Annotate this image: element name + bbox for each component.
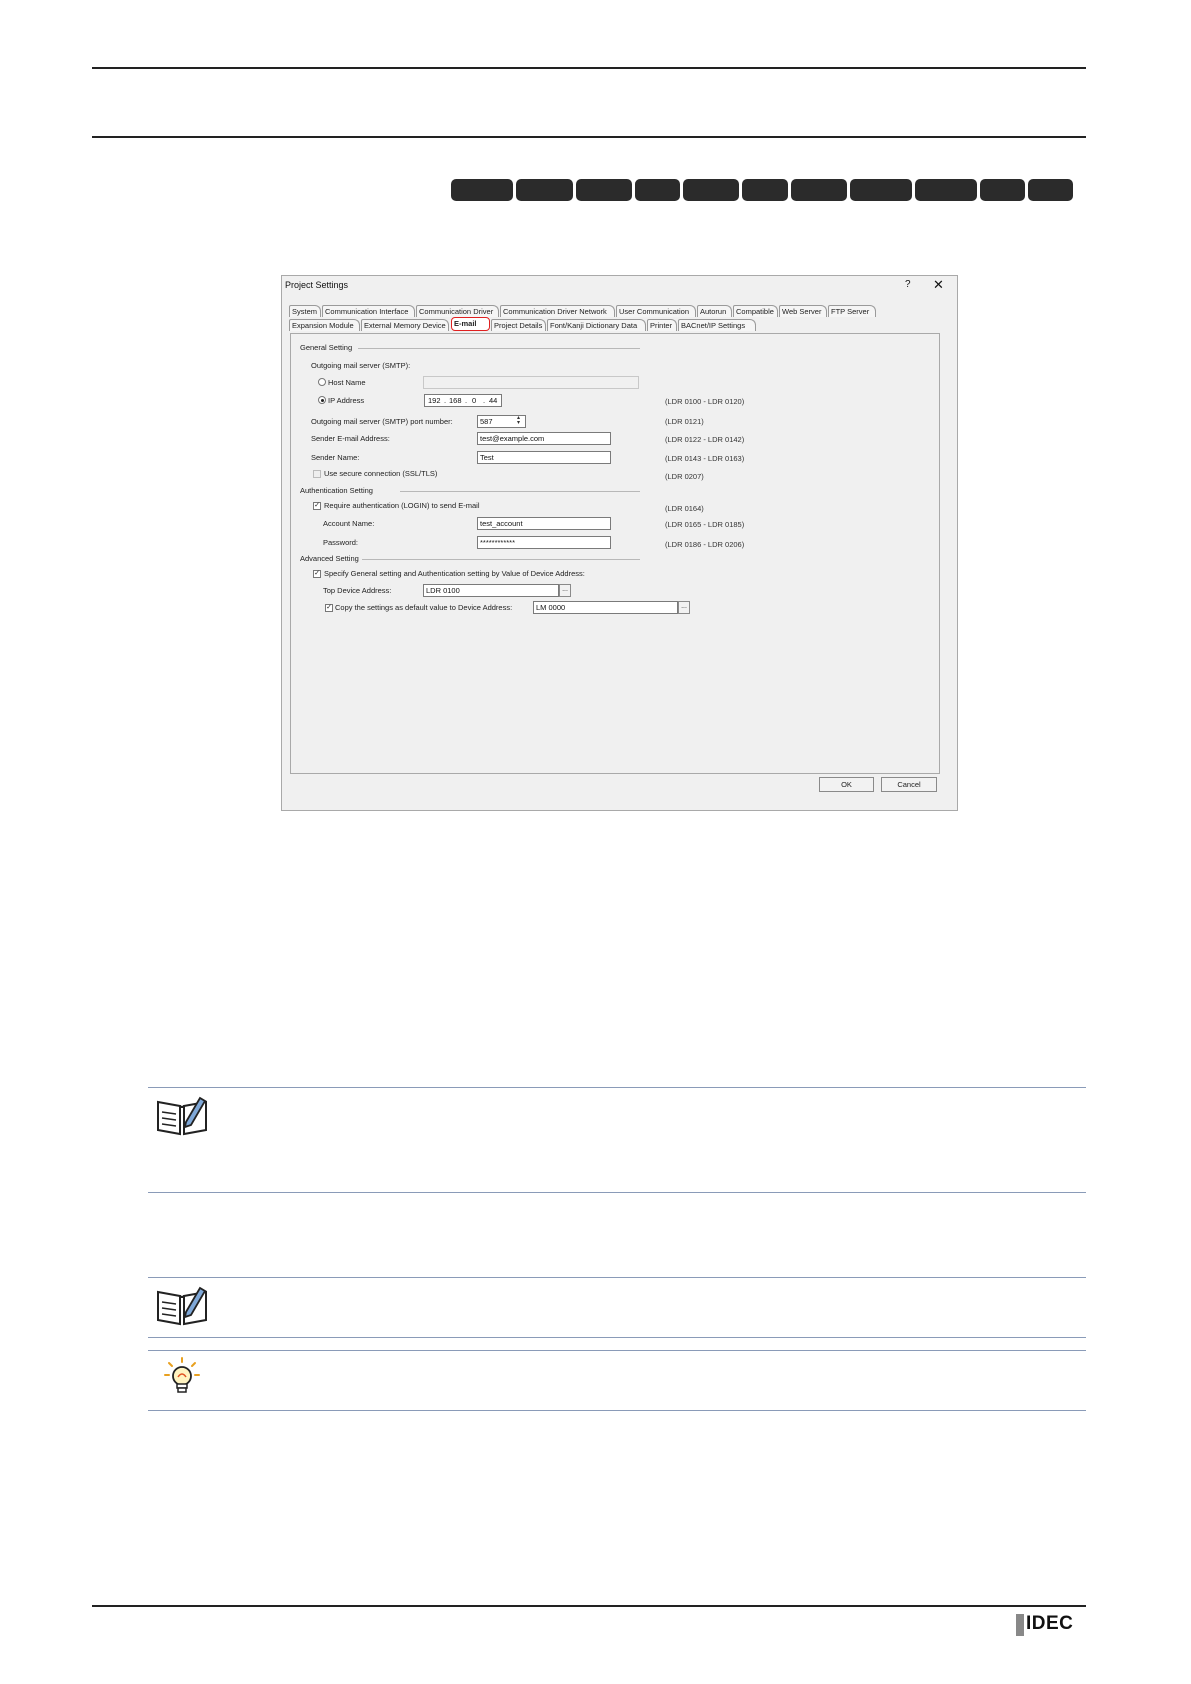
- password-input[interactable]: ************: [477, 536, 611, 549]
- header-top-rule: [92, 67, 1086, 69]
- note-icon: [156, 1094, 208, 1136]
- top-device-address-input[interactable]: LDR 0100: [423, 584, 559, 597]
- ok-button[interactable]: OK: [819, 777, 874, 792]
- group-divider: [362, 559, 640, 560]
- ip-address-label: IP Address: [328, 396, 365, 405]
- model-badge: [576, 179, 632, 201]
- ip-octet-2: 168: [449, 396, 462, 405]
- smtp-label: Outgoing mail server (SMTP):: [311, 361, 411, 370]
- tab-autorun[interactable]: Autorun: [697, 305, 732, 317]
- ip-octet-1: 192: [428, 396, 441, 405]
- ip-dot: .: [465, 396, 468, 405]
- tab-project-details[interactable]: Project Details: [491, 319, 546, 331]
- tab-web-server[interactable]: Web Server: [779, 305, 827, 317]
- tab-user-communication[interactable]: User Communication: [616, 305, 696, 317]
- hint-top-rule: [148, 1350, 1086, 1351]
- model-badge: [635, 179, 680, 201]
- password-label: Password:: [323, 538, 359, 547]
- top-device-address-label: Top Device Address:: [323, 586, 392, 595]
- note-bottom-rule: [148, 1192, 1086, 1193]
- specify-by-device-label: Specify General setting and Authentication setting by Value of Device Address:: [324, 569, 585, 578]
- general-setting-label: General Setting: [300, 343, 353, 352]
- project-settings-dialog: [281, 275, 958, 811]
- close-icon[interactable]: ✕: [933, 277, 944, 292]
- e-mail-settings-panel: [290, 333, 940, 774]
- require-auth-range: (LDR 0164): [665, 504, 704, 513]
- cancel-button[interactable]: Cancel: [881, 777, 937, 792]
- port-spinner[interactable]: ▴ ▾: [516, 415, 520, 426]
- tab-system[interactable]: System: [289, 305, 321, 317]
- model-badge: [915, 179, 977, 201]
- host-name-radio[interactable]: [318, 378, 326, 386]
- help-button[interactable]: ?: [905, 279, 911, 290]
- password-range: (LDR 0186 - LDR 0206): [665, 540, 745, 549]
- ssl-range: (LDR 0207): [665, 472, 704, 481]
- account-name-label: Account Name:: [323, 519, 375, 528]
- sender-name-input[interactable]: Test: [477, 451, 611, 464]
- header-bottom-rule: [92, 136, 1086, 138]
- tab-communication-driver-network[interactable]: Communication Driver Network: [500, 305, 615, 317]
- group-divider: [358, 348, 640, 349]
- specify-by-device-checkbox[interactable]: ✓: [314, 570, 320, 577]
- hint-bottom-rule: [148, 1410, 1086, 1411]
- tab-ftp-server[interactable]: FTP Server: [828, 305, 876, 317]
- lightbulb-icon: [163, 1357, 201, 1397]
- model-badge: [516, 179, 573, 201]
- model-badge: [850, 179, 912, 201]
- top-device-browse-button[interactable]: ...: [559, 584, 571, 597]
- sender-name-label: Sender Name:: [311, 453, 360, 462]
- host-name-input[interactable]: [423, 376, 639, 389]
- ip-range: (LDR 0100 - LDR 0120): [665, 397, 745, 406]
- require-auth-checkbox[interactable]: ✓: [314, 502, 320, 509]
- ip-address-input[interactable]: [424, 394, 502, 407]
- tab-font-kanji-dictionary-data[interactable]: Font/Kanji Dictionary Data: [547, 319, 646, 331]
- ip-dot: .: [483, 396, 486, 405]
- port-range: (LDR 0121): [665, 417, 704, 426]
- tab-communication-interface[interactable]: Communication Interface: [322, 305, 415, 317]
- copy-device-address-input[interactable]: LM 0000: [533, 601, 678, 614]
- model-badge: [791, 179, 847, 201]
- model-badge: [1028, 179, 1073, 201]
- footer-rule: [92, 1605, 1086, 1607]
- model-badge: [742, 179, 788, 201]
- brand-mark: [1016, 1614, 1024, 1636]
- dialog-title: Project Settings: [285, 280, 349, 290]
- tab-compatible[interactable]: Compatible: [733, 305, 778, 317]
- model-badge: [683, 179, 739, 201]
- ip-octet-4: 44: [489, 396, 498, 405]
- copy-default-label: Copy the settings as default value to Device Address:: [335, 603, 513, 612]
- tab-external-memory-device[interactable]: External Memory Device: [361, 319, 449, 331]
- account-name-range: (LDR 0165 - LDR 0185): [665, 520, 745, 529]
- advanced-setting-label: Advanced Setting: [300, 554, 359, 563]
- ssl-label: Use secure connection (SSL/TLS): [324, 469, 438, 478]
- model-badge: [980, 179, 1025, 201]
- group-divider: [400, 491, 640, 492]
- ssl-checkbox[interactable]: [313, 470, 321, 478]
- sender-email-input[interactable]: test@example.com: [477, 432, 611, 445]
- host-name-label: Host Name: [328, 378, 366, 387]
- sender-email-range: (LDR 0122 - LDR 0142): [665, 435, 745, 444]
- note-icon: [156, 1284, 208, 1326]
- note-top-rule: [148, 1087, 1086, 1088]
- ip-dot: .: [444, 396, 447, 405]
- require-auth-label: Require authentication (LOGIN) to send E-mail: [324, 501, 480, 510]
- sender-email-label: Sender E-mail Address:: [311, 434, 390, 443]
- tab-printer[interactable]: Printer: [647, 319, 677, 331]
- account-name-input[interactable]: test_account: [477, 517, 611, 530]
- brand-logo: IDEC: [1026, 1613, 1074, 1634]
- note-top-rule: [148, 1277, 1086, 1278]
- ip-address-radio[interactable]: [318, 396, 326, 404]
- tab-expansion-module[interactable]: Expansion Module: [289, 319, 360, 331]
- tab-bacnet-ip-settings[interactable]: BACnet/IP Settings: [678, 319, 756, 331]
- sender-name-range: (LDR 0143 - LDR 0163): [665, 454, 745, 463]
- copy-device-browse-button[interactable]: ...: [678, 601, 690, 614]
- port-label: Outgoing mail server (SMTP) port number:: [311, 417, 453, 426]
- authentication-setting-label: Authentication Setting: [300, 486, 373, 495]
- port-input[interactable]: 587: [477, 415, 526, 428]
- model-badge: [451, 179, 513, 201]
- tab-communication-driver[interactable]: Communication Driver: [416, 305, 499, 317]
- note-bottom-rule: [148, 1337, 1086, 1338]
- copy-default-checkbox[interactable]: ✓: [326, 604, 332, 611]
- ip-octet-3: 0: [472, 396, 477, 405]
- tab-e-mail[interactable]: E-mail: [451, 317, 490, 331]
